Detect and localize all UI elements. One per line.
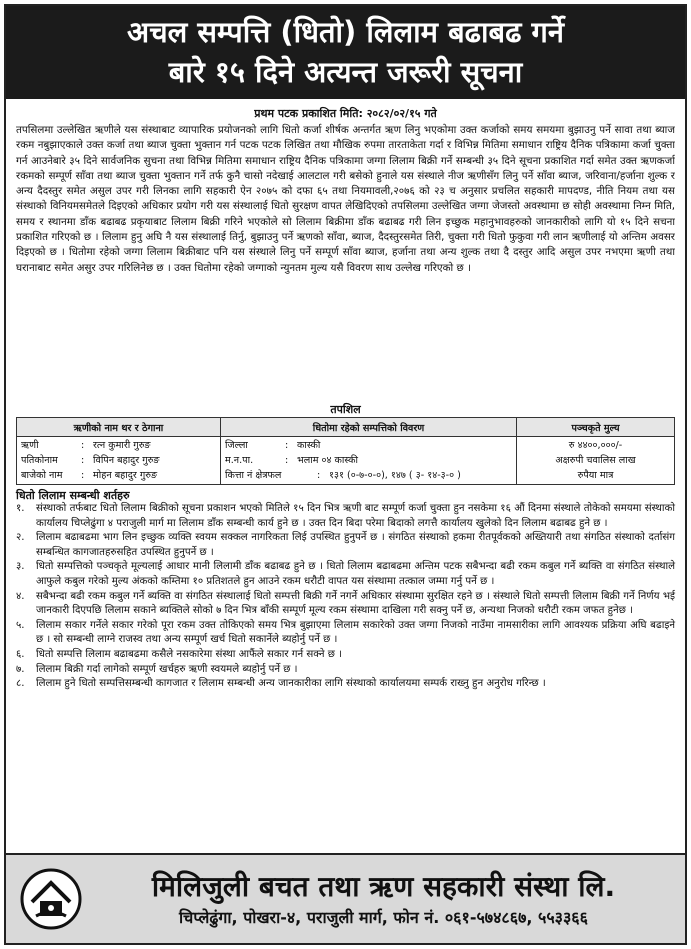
term-text: संस्थाको तर्फबाट धितो लिलाम बिक्रीको सूचना प्रकाशन भएको मितिले १५ दिन भित्र ऋणी बाट सम्पूर्ण कर्जा चुक्ता हुन नसकेमा १६ औं दिनमा संस्थाले तोकेको समयमा संस्थाको कार्यालय चिप्लेढुंगा ४ पराजुली मार्ग मा लिलाम डाँक सम्बन्धी कार्य हुने छ । उक्त दिन बिदा परेमा बिदाको लगत्तै कार्यालय खुलेको दिन लिलाम बढाबढ हुने छ ।: [36, 503, 675, 529]
grandfather-line: बाजेको नाम : मोहन बहादुर गुरुङ: [21, 470, 158, 481]
organization-name: मिलिजुली बचत तथा ऋण सहकारी संस्था लि.: [151, 870, 616, 903]
term-text: धितो सम्पत्ति लिलाम बढाबढमा कसैले नसकारेमा संस्था आफैंले सकार गर्न सक्ने छ ।: [36, 648, 342, 660]
term-text: लिलाम बढाबढमा भाग लिन इच्छुक व्यक्ति स्वयम सक्कल नागरिकता लिई उपस्थित हुनुपर्ने छ । संगठित संस्थाको हकमा रीतपूर्वकको अख्तियारी तथा संगठित संस्थाको दर्तासंग सम्बन्धित कागजातहरुसहित उपस्थित हुनुपर्ने छ ।: [36, 532, 675, 558]
notice-title-line1: अचल सम्पत्ति (धितो) लिलाम बढाबढ गर्ने: [127, 15, 564, 49]
borrower-value: रत्न कुमारी गुरुङ: [93, 440, 151, 451]
body-paragraph: तपसिलमा उल्लेखित ऋणीले यस संस्थाबाट व्यापारिक प्रयोजनको लागि धितो कर्जा शीर्षक अन्तर्गत ऋण लिनु भएकोमा उक्त कर्जाको समय समयमा बुझाउनु पर्ने सावा तथा ब्याज रकम नबुझाएकाले उक्त कर्जा तथा ब्याज चुक्ता भुक्तान गर्न पटक पटक लिखित तथा मौखिक रुपमा तारताकेता गर्दा र विभिन्न मितिमा समाधान राष्ट्रिय दैनिक पत्रिकामा कर्जा चुक्ता गर्न आउनेबारे ३५ दिने सार्वजनिक सुचना तथा विभिन्न मितिमा समाधान राष्ट्रिय दैनिक पत्रिकामा जग्गा लिलाम बिक्री गर्ने सम्बन्धी ३५ दिने सूचना प्रकाशित गर्दा समेत उक्त ऋणकर्जा रकमको सम्पूर्ण साँवा तथा ब्याज चुक्ता भुक्तान गर्ने तर्फ कुनै चासो नदेखाई आलटाल गरी बसेको हुनाले यस संस्थाले नीज ऋणीसँग लिनु पर्ने साँवा ब्याज, जरिवाना/हर्जाना शुल्क र अन्य दैदस्तुर समेत असुल उपर गरी लिनका लागि सहकारी ऐन २०७५ को दफा ६५ तथा नियमावली,२०७६ को २३ च अनुसार प्रचलित सहकारी मापदण्ड, नीति नियम तथा यस संस्थाको विनियमसमेतले दिइएको अधिकार प्रयोग गरी यस संस्थालाई धितो सुरक्षण वापत लेखिदिएको तपसिलमा उल्लेखित जग्गा जेजस्तो अवस्थामा छ सोही अवस्थामा निम्न मिति, समय र स्थानमा डाँक बढाबढ प्रकृयाबाट लिलाम बिक्री गरिने भएकोले सो लिलाम बिक्रीमा डाँक बढाबढ गरी लिन इच्छुक महानुभावहरुको जानकारीको लागि यो १५ दिने सचना प्रकाशित गरिएको छ । लिलाम हुनु अघि नै यस संस्थालाई तिर्नु, बुझाउनु पर्ने ऋणको साँवा, ब्याज, दैदस्तुरसमेत तिरी, चुक्ता गरी धितो फुकुवा गरी लान ऋणीलाई यो अन्तिम अवसर दिइएको छ । धितोमा रहेको जग्गा लिलाम बिक्रीबाट पनि यस संस्थाले लिनु पर्ने सम्पूर्ण साँवा ब्याज, हर्जाना तथा अन्य शुल्क तथा दै दस्तुर आदि असुल उपर नभएमा ऋणी तथा घरानाबाट समेत असुर उपर गरिलिनेछ छ । उक्त धितोमा रहेको जग्गाको न्युनतम मुल्य यसै विवरण साथ उल्लेख गरिएको छ ।: [16, 124, 675, 274]
term-number: २.: [16, 532, 25, 544]
valuation-cell: [517, 437, 675, 485]
term-text: सबैभन्दा बढी रकम कबुल गर्ने ब्यक्ति वा संगठित संस्थालाई धितो सम्पत्ती बिक्री गर्ने नगर्ने अधिकार संस्थामा सुरक्षित रहने छ । संस्थाले धितो सम्पत्ती लिलाम बिक्री गर्ने निर्णय भई जानकारी दिएपछि लिलाम सकाने ब्यक्तिले सोको ७ दिन भित्र बाँकी सम्पूर्ण मूल्य रकम संस्थामा दाखिला गरी सक्नु पर्ने छ, अन्यथा निजको धरौटी रकम जफत हुनेछ ।: [36, 590, 675, 617]
borrower-label: ऋणी: [21, 440, 39, 451]
district-value: कास्की: [296, 440, 321, 451]
footer-banner: [6, 853, 685, 943]
schedule-header-row: [17, 418, 675, 437]
term-item: [16, 677, 675, 692]
valuation-words: अक्षरुपी चवालिस लाख: [555, 455, 636, 466]
valuation-amount: रु ४४००,०००/-: [568, 440, 623, 451]
terms-list: [16, 502, 675, 692]
borrower-cell: [17, 437, 221, 485]
municipality-line: म.न.पा. : भलाम ०४ कास्की: [224, 455, 358, 466]
notice-header: [6, 6, 685, 99]
term-text: लिलाम हुने धितो सम्पत्तिसम्बन्धी कागजात र लिलाम सम्बन्धी अन्य जानकारीका लागि संस्थाको कार्यालयमा सम्पर्क राख्नु हुन अनुरोध गरिन्छ ।: [36, 678, 546, 690]
col-property-header: धितोमा रहेको सम्पत्तिको विवरण: [220, 418, 516, 437]
terms-title: धितो लिलाम सम्बन्धी शर्तहरु: [16, 489, 130, 502]
term-number: ३.: [16, 561, 25, 573]
municipality-label: म.न.पा.: [224, 455, 254, 466]
notice-content: [6, 106, 685, 692]
footer-text: [82, 868, 685, 930]
district-line: जिल्ला : कास्की: [224, 440, 321, 451]
grandfather-label: बाजेको नाम: [21, 470, 63, 481]
valuation-suffix: रुपैया मात्र: [577, 470, 614, 481]
term-item: [16, 590, 675, 619]
notice-frame: [4, 4, 687, 945]
term-item: [16, 531, 675, 560]
organization-address: चिप्लेढुंगा, पोखरा-४, पराजुली मार्ग, फोन नं. ०६१-५७४८६७, ५५३३६६: [179, 908, 588, 927]
term-item: [16, 619, 675, 648]
grandfather-value: मोहन बहादुर गुरुङ: [93, 470, 158, 481]
schedule-title: तपशिल: [330, 403, 361, 416]
term-number: ६.: [16, 648, 25, 660]
term-item: [16, 560, 675, 589]
husband-line: पतिकोनाम : विपिन बहादुर गुरुङ: [21, 455, 160, 466]
col-borrower-header: ऋणीको नाम थर र ठेगाना: [17, 418, 221, 437]
col-valuation-header: पञ्चकृते मुल्य: [517, 418, 675, 437]
borrower-line: ऋणी : रत्न कुमारी गुरुङ: [21, 440, 151, 451]
first-published-date: प्रथम पटक प्रकाशित मिति: २०८२/०२/१५ गते: [254, 107, 437, 120]
term-number: ८.: [16, 678, 25, 690]
plot-label: कित्ता नं क्षेत्रफल: [224, 470, 282, 481]
husband-value: विपिन बहादुर गुरुङ: [93, 455, 160, 466]
notice-title-line2: बारे १५ दिने अत्यन्त जरूरी सूचना: [168, 55, 523, 89]
term-text: धितो सम्पत्तिको पञ्चकृते मूल्यलाई आधार मानी लिलामी डाँक बढाबढ हुने छ । धितो लिलाम बढाबढमा अन्तिम पटक सबैभन्दा बढी रकम कबुल गर्ने ब्यक्ति वा संगठित संस्थाले आफुले कबुल गरेको मुल्य अंकको कम्तिमा १० प्रतिशतले हुन आउने रकम धरौटी वापत यस संस्थामा तत्काल जम्मा गर्नु पर्ने छ ।: [36, 561, 675, 587]
term-number: ४.: [16, 590, 25, 602]
husband-label: पतिकोनाम: [21, 455, 58, 466]
term-text: लिलाम सकार गर्नेले सकार गरेको पूरा रकम उक्त तोकिएको समय भित्र बुझाएमा लिलाम सकारेको उक्त जग्गा निजको नाउँमा नामसारीका लागि आवश्यक प्रक्रिया अघि बढाइने छ । सो सम्बन्धी लाग्ने राजस्व तथा अन्य सम्पूर्ण खर्च धितो सकार्नेले ब्यहोर्नु पर्ने छ ।: [36, 619, 675, 646]
cooperative-logo-icon: [20, 868, 82, 930]
district-label: जिल्ला: [224, 440, 248, 451]
plot-value: १३१ (०-७-०-०), १४७ ( ३- १४-३-० ): [328, 470, 461, 481]
schedule-row: [17, 437, 675, 485]
schedule-table: [16, 417, 675, 485]
term-text: लिलाम बिक्री गर्दा लागेको सम्पूर्ण खर्चहरु ऋणी स्वयमले ब्यहोर्नु पर्ने छ ।: [36, 663, 298, 675]
plot-line: कित्ता नं क्षेत्रफल : १३१ (०-७-०-०), १४७ ( ३- १४-३-० ): [224, 470, 461, 481]
term-number: १.: [16, 503, 25, 514]
term-item: [16, 663, 675, 678]
term-number: ५.: [16, 619, 25, 631]
term-item: [16, 648, 675, 663]
term-number: ७.: [16, 663, 25, 675]
term-item: [16, 502, 675, 531]
municipality-value: भलाम ०४ कास्की: [296, 455, 358, 466]
property-cell: [220, 437, 516, 485]
